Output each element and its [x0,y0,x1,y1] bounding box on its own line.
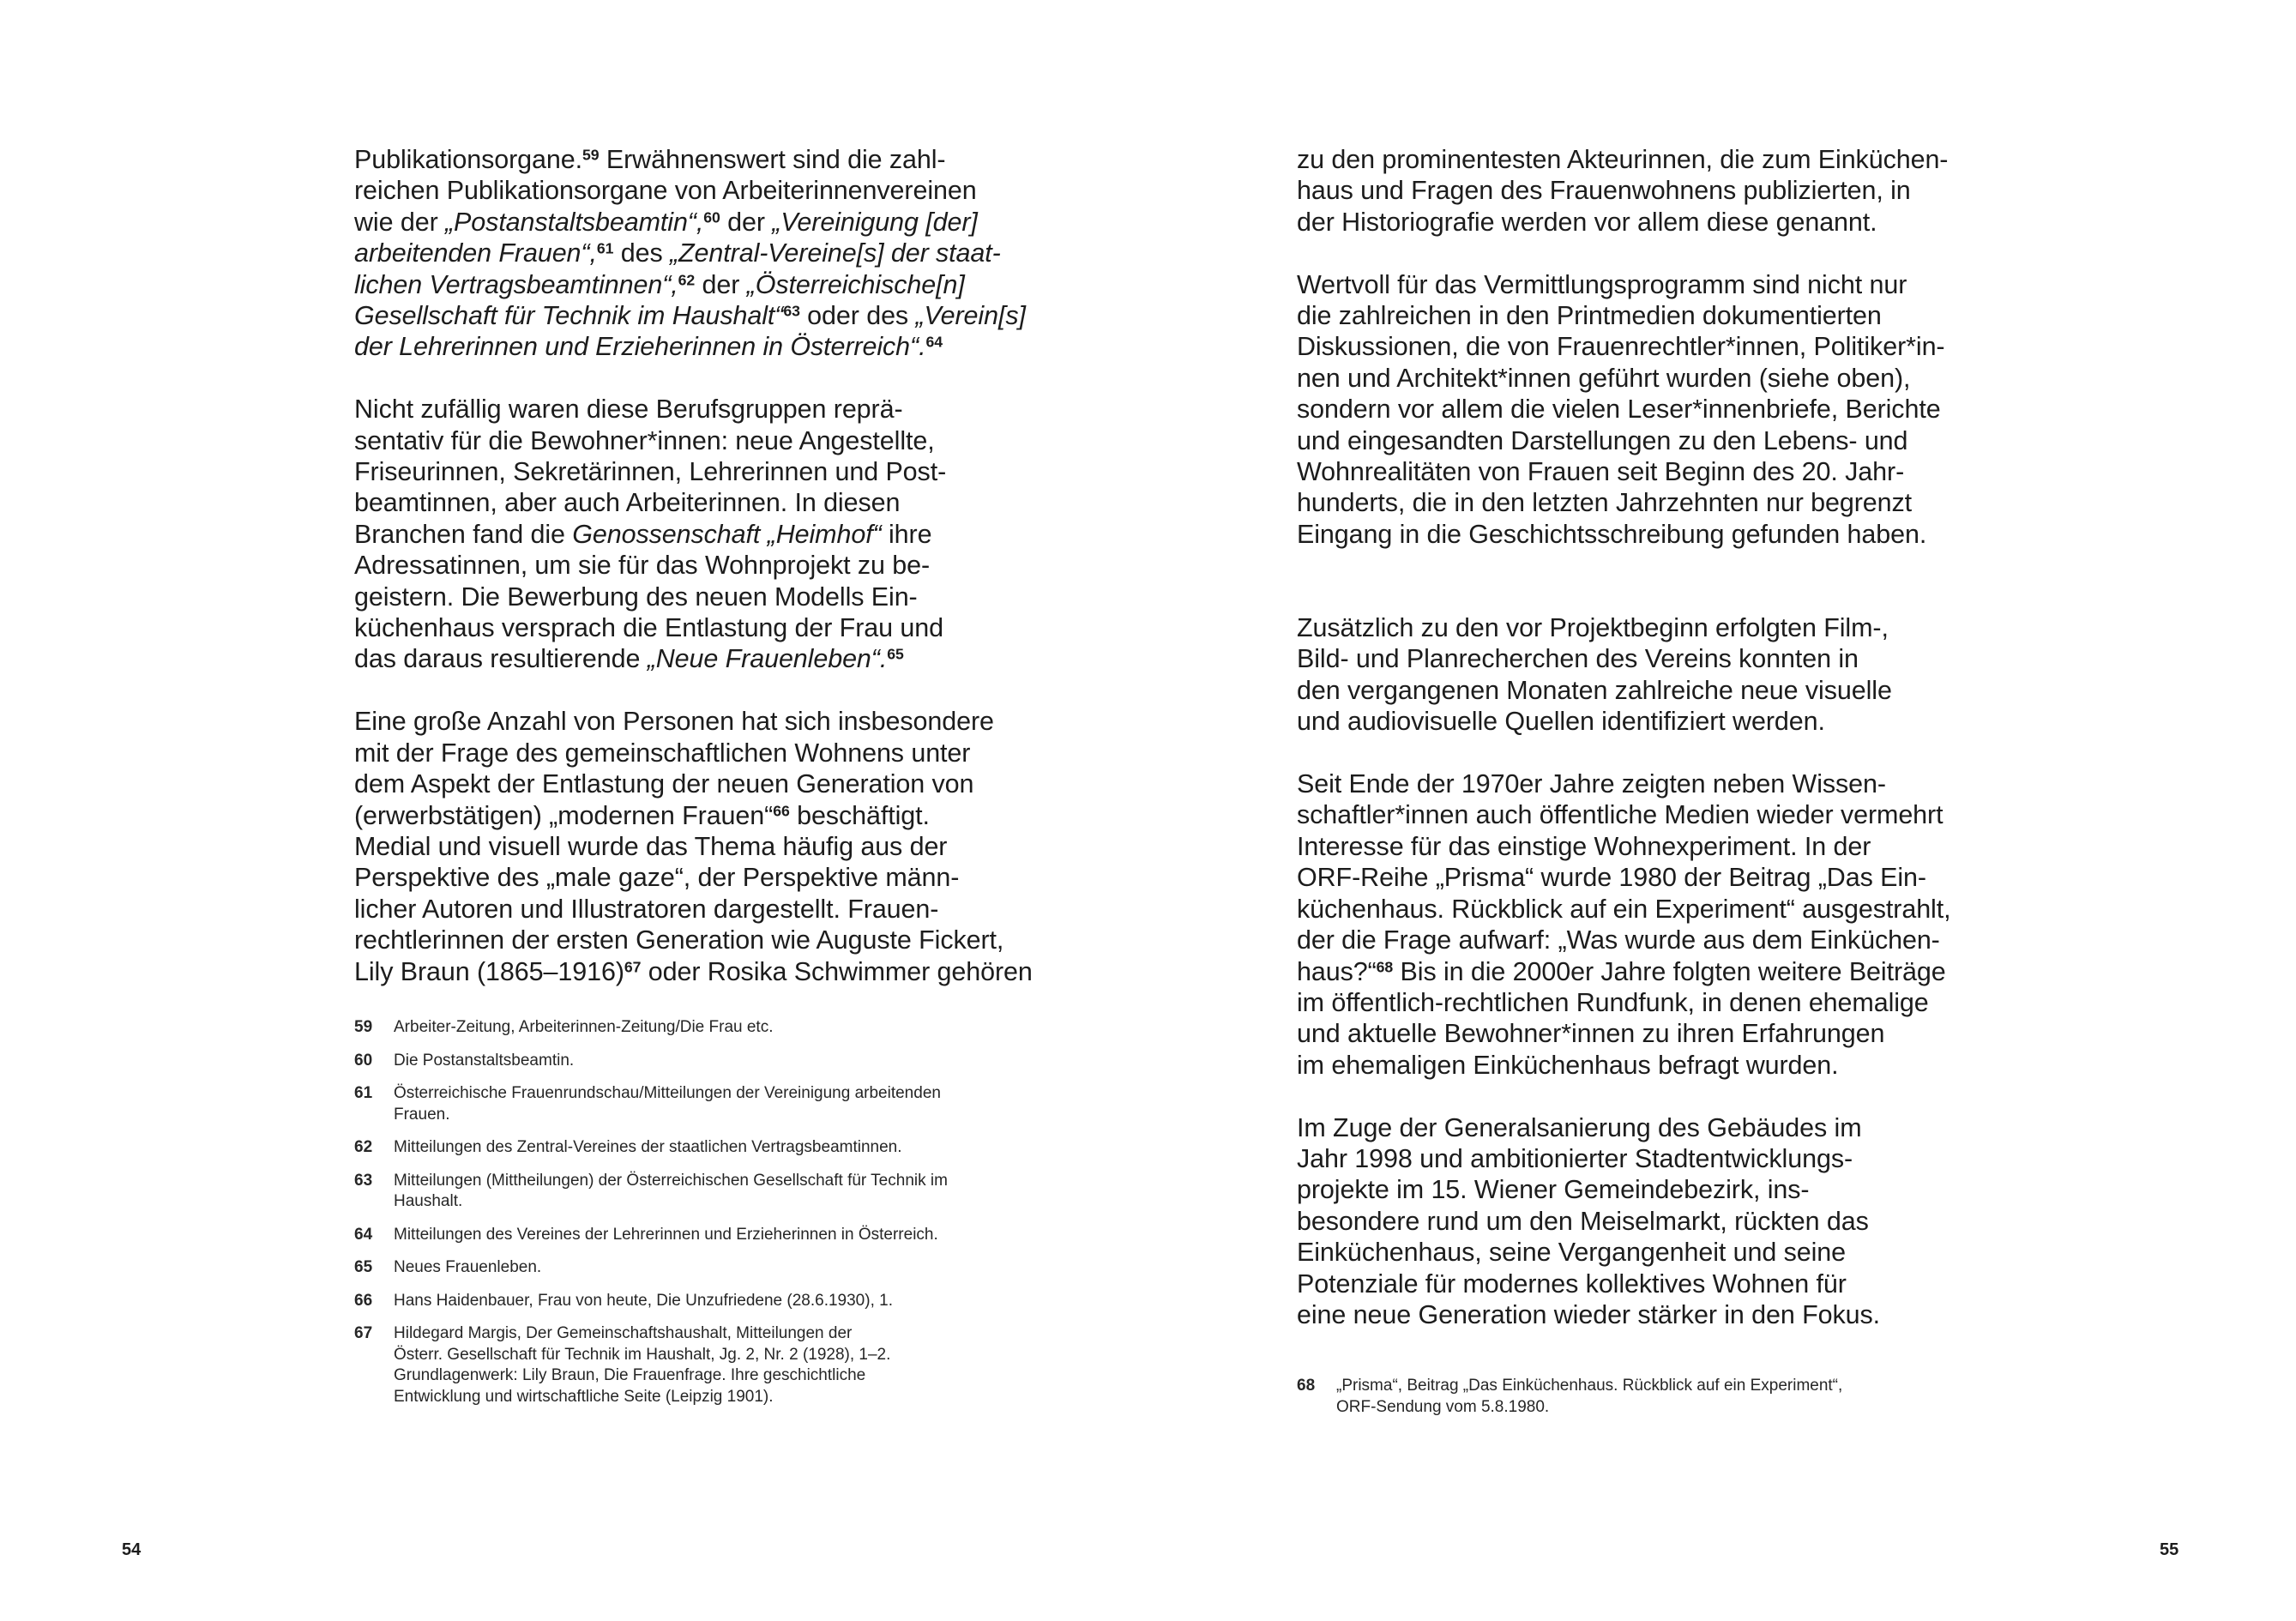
footnote-line: ORF-Sendung vom 5.8.1980. [1336,1397,1550,1416]
text-run: beschäftigt. [789,800,930,830]
footnote-text [394,1083,1040,1125]
text-line: im ehemaligen Einküchenhaus befragt wurden. [1297,1050,1839,1080]
body-text [1297,144,2009,1330]
paragraph-gap [354,363,1032,394]
text-line: reichen Publikationsorgane von Arbeiterinnenvereinen [354,176,977,206]
text-line [354,300,1032,331]
text-run: wie der [354,207,445,237]
text-line [354,519,1032,550]
text-line: zu den prominentesten Akteurinnen, die zum Einküchen- [1297,145,1949,174]
paragraph-gap [1297,738,2009,768]
text-line: Seit Ende der 1970er Jahre zeigten neben Wissen- [1297,769,1886,799]
footnote-line: „Prisma“, Beitrag „Das Einküchenhaus. Rückblick auf ein Experiment“, [1336,1377,1843,1395]
paragraph-gap [1297,238,2009,268]
footnote-ref: 68 [1376,957,1394,975]
paragraph [354,706,1032,987]
text-line: ORF-Reihe „Prisma“ wurde 1980 der Beitrag „Das Ein- [1297,863,1926,893]
text-line: Wohnrealitäten von Frauen seit Beginn des 20. Jahr- [1297,457,1905,487]
text-line: besondere rund um den Meiselmarkt, rückten das [1297,1206,1869,1236]
text-line: Interesse für das einstige Wohnexperiment. In der [1297,831,1871,861]
text-line: küchenhaus. Rückblick auf ein Experiment“ ausgestrahlt, [1297,894,1951,924]
footnote-ref: 66 [773,801,790,819]
text-line: Diskussionen, die von Frauenrechtler*innen, Politiker*in- [1297,332,1945,362]
footnote [354,1257,1040,1279]
paragraph [354,394,1032,675]
italic-title: „Postanstaltsbeamtin“, [445,207,704,237]
footnote-number: 66 [354,1291,373,1310]
text-line: Bild- und Planrecherchen des Vereins konnten in [1297,644,1859,674]
italic-title: arbeitenden Frauen“, [354,238,597,268]
text-line: rechtlerinnen der ersten Generation wie Auguste Fickert, [354,925,1004,955]
footnote-line: Die Postanstaltsbeamtin. [394,1051,575,1070]
paragraph [354,144,1032,363]
text-line [354,956,1032,987]
italic-title: Gesellschaft für Technik im Haushalt“ [354,301,784,331]
footnote-text [394,1051,1040,1072]
text-line: sentativ für die Bewohner*innen: neue Angestellte, [354,425,935,455]
paragraph-gap [1297,550,2009,581]
footnote [354,1171,1040,1213]
text-line [354,238,1032,268]
text-run: Erwähnenswert sind die zahl- [599,145,946,174]
text-run: Lily Braun (1865–1916) [354,956,624,986]
text-run: (erwerbstätigen) „modernen Frauen“ [354,800,774,830]
italic-title: „Vereinigung [der] [772,207,978,237]
text-line: nen und Architekt*innen geführt wurden (siehe oben), [1297,363,1911,393]
page-number: 55 [2160,1540,2179,1559]
footnote-number: 65 [354,1258,373,1276]
section-heading [1297,582,2009,612]
italic-title: der Lehrerinnen und Erzieherinnen in Österreich“. [354,332,926,362]
text-line [354,207,1032,238]
text-line: licher Autoren und Illustratoren dargestellt. Frauen- [354,894,939,924]
footnote [354,1017,1040,1039]
paragraph [1297,1112,2009,1331]
footnote-ref: 60 [703,208,720,226]
page-number: 54 [122,1540,142,1559]
section [1297,582,2009,738]
text-line: dem Aspekt der Entlastung der neuen Generation von [354,769,974,799]
text-run: Branchen fand die [354,519,573,549]
text-line: hunderts, die in den letzten Jahrzehnten nur begrenzt [1297,488,1913,518]
footnote-line: Frauen. [394,1105,450,1124]
text-line: den vergangenen Monaten zahlreiche neue visuelle [1297,675,1892,705]
text-run: das daraus resultierende [354,644,648,674]
footnote-ref: 62 [678,270,696,288]
right-page [1148,0,2296,1621]
footnote-text [394,1137,1040,1159]
italic-title: „Neue Frauenleben“. [647,644,888,674]
text-run: ihre [881,519,932,549]
text-line: Perspektive des „male gaze“, der Perspektive männ- [354,863,960,893]
footnote-number: 59 [354,1018,373,1036]
footnote-text [394,1291,1040,1312]
text-line: geistern. Die Bewerbung des neuen Modells Ein- [354,582,918,612]
footnote-number: 60 [354,1051,373,1070]
footnote-ref: 67 [624,957,642,975]
footnote-line: Haushalt. [394,1192,463,1210]
text-line: der Historiografie werden vor allem diese genannt. [1297,207,1877,237]
text-run: der [695,269,747,299]
text-run: Bis in die 2000er Jahre folgten weitere Beiträge [1393,956,1946,986]
footnote-ref: 63 [783,302,800,320]
italic-title: lichen Vertragsbeamtinnen“, [354,269,678,299]
footnotes [1297,1376,1983,1430]
text-line: Potenziale für modernes kollektives Wohnen für [1297,1268,1847,1299]
footnote-line: Hans Haidenbauer, Frau von heute, Die Unzufriedene (28.6.1930), 1. [394,1291,893,1310]
text-run: oder des [799,301,916,331]
text-line: Medial und visuell wurde das Thema häufig aus der [354,831,948,861]
footnote-line: Entwicklung und wirtschaftliche Seite (Leipzig 1901). [394,1387,774,1406]
footnote-number: 64 [354,1225,373,1244]
footnote-text [394,1323,1040,1407]
footnote-line: Mitteilungen des Vereines der Lehrerinnen und Erzieherinnen in Österreich. [394,1225,938,1244]
text-run: der [720,207,773,237]
footnote-line: Neues Frauenleben. [394,1258,542,1276]
footnote [354,1323,1040,1407]
text-line: sondern vor allem die vielen Leser*innenbriefe, Berichte [1297,395,1941,425]
footnote-text [394,1257,1040,1279]
text-line: Im Zuge der Generalsanierung des Gebäudes im [1297,1112,1862,1142]
text-line: haus und Fragen des Frauenwohnens publizierten, in [1297,176,1911,206]
footnote [1297,1376,1983,1418]
text-line: im öffentlich-rechtlichen Rundfunk, in denen ehemalige [1297,987,1929,1017]
text-run: Publikationsorgane. [354,145,583,174]
footnote-line: Österreichische Frauenrundschau/Mitteilungen der Vereinigung arbeitenden [394,1084,941,1102]
text-line [1297,956,2009,987]
footnote-ref: 65 [887,645,904,663]
text-line: beamtinnen, aber auch Arbeiterinnen. In diesen [354,488,901,518]
footnote-number: 68 [1297,1377,1316,1395]
footnote-number: 62 [354,1138,373,1156]
text-line: Eingang in die Geschichtsschreibung gefunden haben. [1297,519,1927,549]
text-line: die zahlreichen in den Printmedien dokumentierten [1297,301,1882,331]
footnote-ref: 61 [596,239,614,257]
text-line [354,800,1032,831]
text-line: der die Frage aufwarf: „Was wurde aus dem Einküchen- [1297,925,1940,955]
body-text [354,144,1032,987]
text-line: Zusätzlich zu den vor Projektbeginn erfolgten Film-, [1297,613,1889,643]
text-line: und audiovisuelle Quellen identifiziert werden. [1297,707,1825,737]
text-line: und eingesandten Darstellungen zu den Lebens- und [1297,425,1908,455]
italic-title: „Österreichische[n] [746,269,965,299]
text-line: mit der Frage des gemeinschaftlichen Wohnens unter [354,738,971,768]
footnote-line: Grundlagenwerk: Lily Braun, Die Frauenfrage. Ihre geschichtliche [394,1366,866,1384]
paragraph [1297,144,2009,238]
text-run: haus?“ [1297,956,1377,986]
footnote-line: Arbeiter-Zeitung, Arbeiterinnen-Zeitung/Die Frau etc. [394,1018,774,1036]
italic-title: Genossenschaft „Heimhof“ [572,519,882,549]
text-line [354,331,1032,362]
text-line [354,269,1032,300]
text-line: Jahr 1998 und ambitionierter Stadtentwicklungs- [1297,1143,1853,1173]
text-line: Friseurinnen, Sekretärinnen, Lehrerinnen und Post- [354,457,947,487]
text-line: eine neue Generation wieder stärker in den Fokus. [1297,1299,1881,1329]
paragraph [1297,269,2009,551]
footnote [354,1137,1040,1159]
footnote-line: Österr. Gesellschaft für Technik im Haushalt, Jg. 2, Nr. 2 (1928), 1–2. [394,1345,891,1364]
text-line: projekte im 15. Wiener Gemeindebezirk, ins- [1297,1175,1810,1205]
footnote-ref: 64 [925,333,943,351]
text-run: oder Rosika Schwimmer gehören [641,956,1033,986]
footnote-number: 61 [354,1084,373,1102]
footnote-line: Hildegard Margis, Der Gemeinschaftshaushalt, Mitteilungen der [394,1324,853,1342]
footnote-line: Mitteilungen des Zentral-Vereines der staatlichen Vertragsbeamtinnen. [394,1138,902,1156]
footnote [354,1291,1040,1312]
footnote [354,1083,1040,1125]
text-line: Adressatinnen, um sie für das Wohnprojekt zu be- [354,551,931,581]
footnote-number: 67 [354,1324,373,1342]
footnote-ref: 59 [582,146,600,164]
paragraph-gap [354,675,1032,706]
footnote [354,1225,1040,1246]
footnote-text [394,1171,1040,1213]
text-line: Einküchenhaus, seine Vergangenheit und seine [1297,1238,1846,1268]
text-line: Nicht zufällig waren diese Berufsgruppen reprä- [354,395,903,425]
footnote-number: 63 [354,1171,373,1190]
footnotes [354,1017,1040,1419]
footnote-text [394,1017,1040,1039]
footnote-text [1336,1376,1983,1418]
text-line: und aktuelle Bewohner*innen zu ihren Erfahrungen [1297,1019,1885,1049]
italic-title: „Zentral-Vereine[s] der staat- [669,238,1001,268]
text-line: Wertvoll für das Vermittlungsprogramm sind nicht nur [1297,269,1907,299]
text-line: Eine große Anzahl von Personen hat sich insbesondere [354,707,994,737]
text-line [354,144,1032,175]
text-line: schaftler*innen auch öffentliche Medien wieder vermehrt [1297,800,1943,830]
paragraph [1297,768,2009,1081]
text-run: des [613,238,670,268]
paragraph-gap [1297,1081,2009,1112]
footnote-line: Mitteilungen (Mittheilungen) der Österreichischen Gesellschaft für Technik im [394,1171,948,1190]
text-line: küchenhaus versprach die Entlastung der Frau und [354,613,943,643]
footnote-text [394,1225,1040,1246]
italic-title: „Verein[s] [915,301,1026,331]
text-line [354,643,1032,674]
footnote [354,1051,1040,1072]
